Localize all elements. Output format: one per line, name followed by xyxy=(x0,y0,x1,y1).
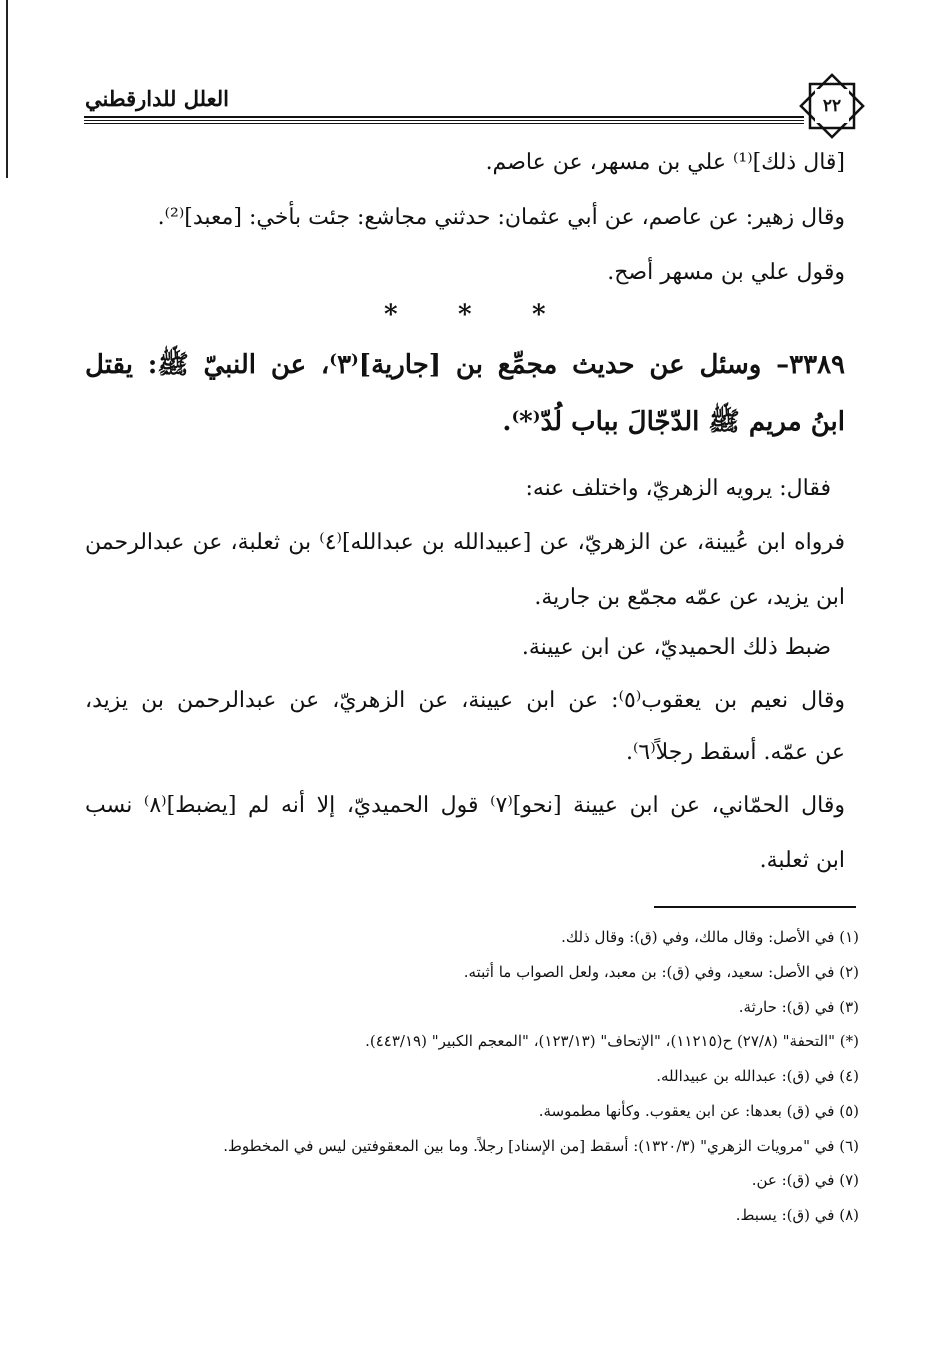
entry-line: ٣٣٨٩– وسئل عن حديث مجمِّع بن [جارية]⁽٣⁾، عن النبيّ ﷺ: يقتل xyxy=(85,350,845,380)
text-line: وقال نعيم بن يعقوب⁽٥⁾: عن ابن عيينة، عن الزهريّ، عن عبدالرحمن بن يزيد، xyxy=(85,688,845,713)
footnote: (٤) في (ق): عبدالله بن عبيدالله. xyxy=(656,1067,859,1085)
text-line: وقول علي بن مسهر أصح. xyxy=(607,260,845,285)
entry-line: ابنُ مريم ﷺ الدّجّالَ بباب لُدّ⁽*⁾. xyxy=(502,407,845,437)
header-rule xyxy=(84,116,804,126)
footnote: (٨) في (ق): يسبط. xyxy=(735,1206,859,1224)
footnote: (٣) في (ق): حارثة. xyxy=(738,998,859,1016)
page-number: ٢٢ xyxy=(822,96,842,116)
section-separator xyxy=(380,300,570,330)
text-line: عن عمّه. أسقط رجلاً⁽٦⁾. xyxy=(625,740,845,765)
asterisk: * xyxy=(532,300,546,330)
footnote: (٥) في (ق) بعدها: عن ابن يعقوب. وكأنها مطموسة. xyxy=(538,1102,859,1120)
scan-edge-line xyxy=(6,0,8,178)
footnote: (*) "التحفة" (٢٧/٨) ح(١١٢١٥)، "الإتحاف" (١٢٣/١٣)، "المعجم الكبير" (٤٤٣/١٩). xyxy=(365,1032,859,1050)
footnote-rule xyxy=(654,906,856,908)
footnote: (٦) في "مرويات الزهري" (١٣٢٠/٣): أسقط [من الإسناد] رجلاً. وما بين المعقوفتين ليس في المخطوط. xyxy=(223,1137,859,1155)
text-line: ابن يزيد، عن عمّه مجمّع بن جارية. xyxy=(534,585,845,610)
footnote: (١) في الأصل: وقال مالك، وفي (ق): وقال ذلك. xyxy=(561,928,859,946)
text-line: [قال ذلك]⁽¹⁾ علي بن مسهر، عن عاصم. xyxy=(485,150,845,175)
footnote: (٢) في الأصل: سعيد، وفي (ق): بن معبد، ولعل الصواب ما أثبته. xyxy=(463,963,859,981)
text-line: وقال الحمّاني، عن ابن عيينة [نحو]⁽٧⁾ قول الحميديّ، إلا أنه لم [يضبط]⁽٨⁾ نسب xyxy=(85,793,846,818)
text-line: ابن ثعلبة. xyxy=(759,848,845,873)
asterisk: * xyxy=(458,300,472,330)
running-header-title: العلل للدارقطني xyxy=(85,86,229,111)
text-line: فرواه ابن عُيينة، عن الزهريّ، عن [عبيدالله بن عبدالله]⁽٤⁾ بن ثعلبة، عن عبدالرحمن xyxy=(85,530,845,555)
text-line: فقال: يرويه الزهريّ، واختلف عنه: xyxy=(525,476,831,501)
asterisk: * xyxy=(384,300,398,330)
text-line: ضبط ذلك الحميديّ، عن ابن عيينة. xyxy=(521,635,831,660)
page-number-badge xyxy=(798,72,866,140)
footnote: (٧) في (ق): عن. xyxy=(751,1171,859,1189)
text-line: وقال زهير: عن عاصم، عن أبي عثمان: حدثني مجاشع: جئت بأخي: [معبد]⁽²⁾. xyxy=(157,205,845,230)
